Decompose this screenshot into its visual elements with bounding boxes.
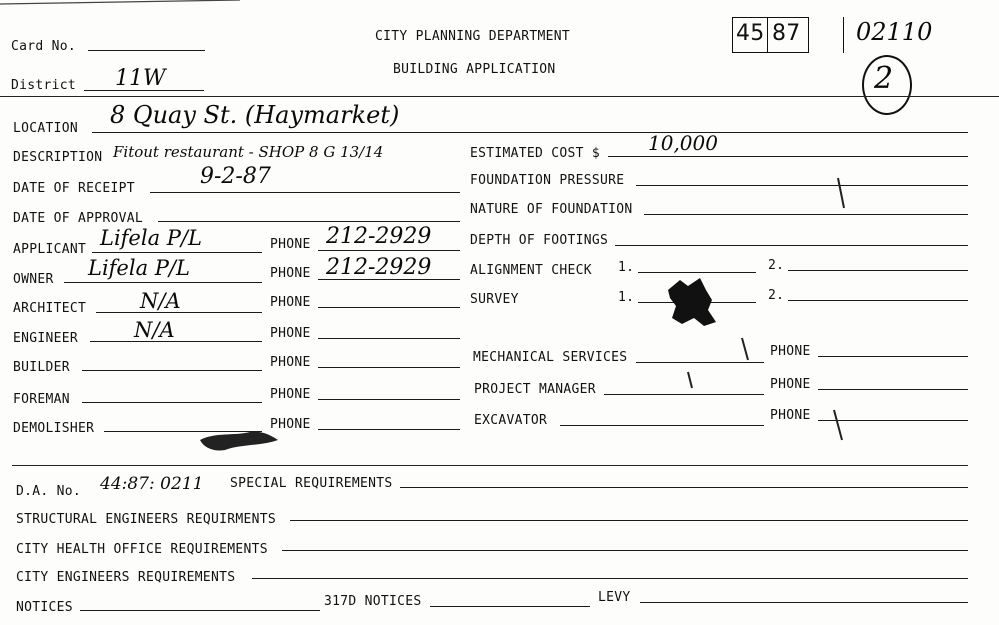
survey-1: 1. — [618, 290, 635, 305]
demolisher-label: DEMOLISHER — [13, 421, 95, 436]
nature-of-foundation-label: NATURE OF FOUNDATION — [470, 202, 633, 217]
alignment-check-1: 1. — [618, 260, 635, 275]
engineer-label: ENGINEER — [13, 331, 79, 346]
location-value: 8 Quay St. (Haymarket) — [110, 101, 400, 129]
builder-label: BUILDER — [13, 360, 70, 375]
excavator-label: EXCAVATOR — [474, 413, 548, 428]
applicant-phone: 212-2929 — [326, 224, 432, 249]
estimated-cost-label: ESTIMATED COST $ — [470, 146, 601, 161]
demolisher-phone-label: PHONE — [270, 417, 311, 432]
top-edge-line — [0, 0, 240, 4]
alignment-check-label: ALIGNMENT CHECK — [470, 263, 592, 278]
structural-requirements-label: STRUCTURAL ENGINEERS REQUIRMENTS — [16, 512, 277, 527]
district-value: 11W — [115, 66, 166, 91]
circled-number-value: 2 — [874, 61, 894, 96]
department-title: CITY PLANNING DEPARTMENT — [375, 29, 571, 44]
scratch-marks — [688, 178, 844, 440]
foreman-phone-label: PHONE — [270, 387, 311, 402]
file-number-c: 02110 — [856, 18, 933, 46]
notices-317d-label: 317D NOTICES — [324, 594, 422, 609]
description-value: Fitout restaurant - SHOP 8 G 13/14 — [113, 143, 384, 161]
foundation-pressure-label: FOUNDATION PRESSURE — [470, 173, 625, 188]
applicant-value: Lifela P/L — [100, 226, 202, 250]
file-number-a: 45 — [736, 21, 765, 46]
owner-value: Lifela P/L — [88, 256, 190, 280]
ink-blot — [668, 278, 716, 326]
da-no-value: 44:87: 0211 — [100, 474, 204, 494]
levy-label: LEVY — [598, 590, 631, 605]
date-of-receipt-label: DATE OF RECEIPT — [13, 181, 135, 196]
description-label: DESCRIPTION — [13, 150, 103, 165]
project-manager-label: PROJECT MANAGER — [474, 382, 596, 397]
engineer-phone-label: PHONE — [270, 326, 311, 341]
survey-2: 2. — [768, 288, 785, 303]
foreman-label: FOREMAN — [13, 392, 70, 407]
health-requirements-label: CITY HEALTH OFFICE REQUIREMENTS — [16, 542, 268, 557]
special-requirements-label: SPECIAL REQUIREMENTS — [230, 476, 393, 491]
estimated-cost-value: 10,000 — [648, 131, 718, 155]
district-label: District — [11, 78, 77, 93]
owner-phone: 212-2929 — [326, 255, 432, 280]
engineer-value: N/A — [134, 318, 175, 342]
owner-phone-label: PHONE — [270, 266, 311, 281]
date-of-receipt-value: 9-2-87 — [200, 164, 271, 189]
engineers-requirements-label: CITY ENGINEERS REQUIREMENTS — [16, 570, 236, 585]
applicant-phone-label: PHONE — [270, 237, 311, 252]
survey-label: SURVEY — [470, 292, 519, 307]
notices-label: NOTICES — [16, 600, 73, 615]
owner-label: OWNER — [13, 272, 54, 287]
architect-phone-label: PHONE — [270, 295, 311, 310]
builder-phone-label: PHONE — [270, 355, 311, 370]
project-manager-phone-label: PHONE — [770, 377, 811, 392]
da-no-label: D.A. No. — [16, 484, 82, 499]
location-label: LOCATION — [13, 121, 79, 136]
mechanical-services-label: MECHANICAL SERVICES — [473, 350, 628, 365]
architect-value: N/A — [140, 289, 181, 313]
card-no-label: Card No. — [11, 39, 77, 54]
file-number-b: 87 — [772, 21, 801, 46]
alignment-check-2: 2. — [768, 258, 785, 273]
architect-label: ARCHITECT — [13, 301, 87, 316]
form-title: BUILDING APPLICATION — [393, 62, 556, 77]
date-of-approval-label: DATE OF APPROVAL — [13, 211, 144, 226]
excavator-phone-label: PHONE — [770, 408, 811, 423]
mechanical-services-phone-label: PHONE — [770, 344, 811, 359]
applicant-label: APPLICANT — [13, 242, 87, 257]
depth-of-footings-label: DEPTH OF FOOTINGS — [470, 233, 609, 248]
ink-smudge — [200, 432, 278, 451]
